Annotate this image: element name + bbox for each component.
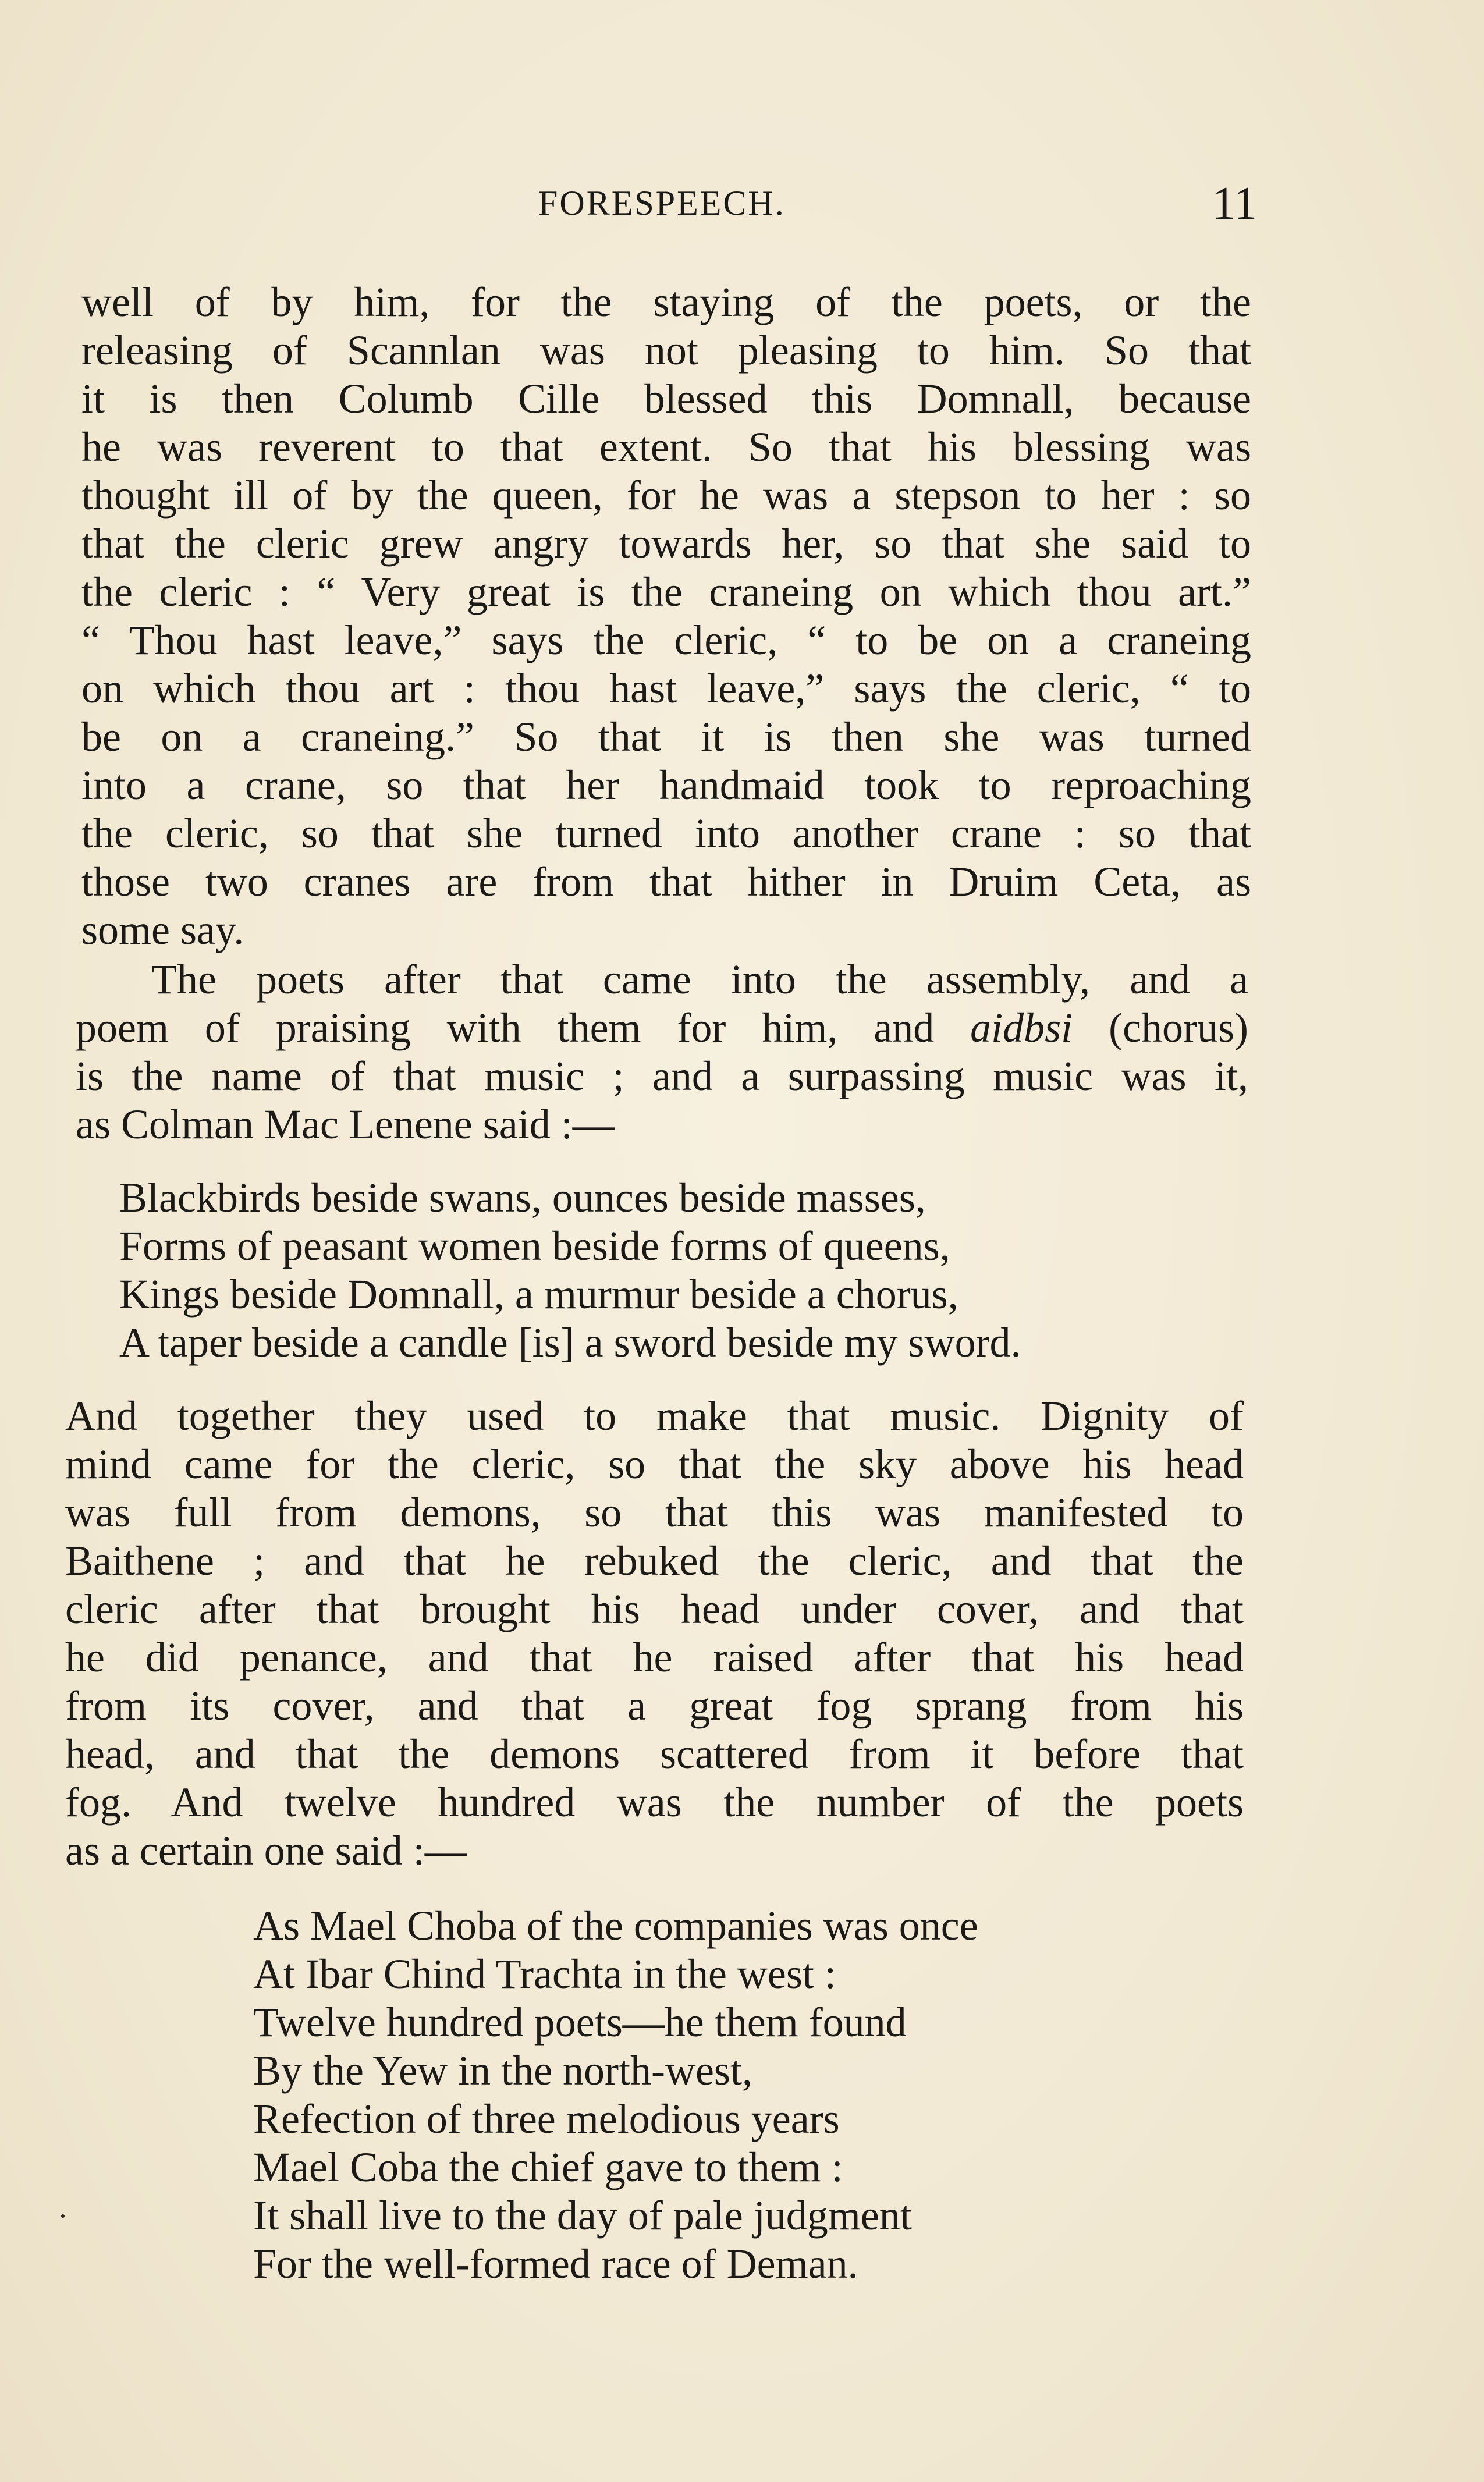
text-line: head, and that the demons scattered from it before that [65,1731,1244,1777]
text-segment: (chorus) [1073,1004,1248,1051]
text-line: The poets after that came into the assembly, and a [151,956,1248,1003]
text-line: fog. And twelve hundred was the number of the poets [65,1779,1244,1826]
text-line: the cleric : “ Very great is the craneing on which thou art.” [81,569,1251,615]
running-head: FORESPEECH. [538,184,786,222]
text-line [76,1004,1248,1052]
verse-line: Twelve hundred poets—he them found [253,1999,907,2046]
text-line: it is then Columb Cille blessed this Domnall, because [81,375,1251,422]
text-line: mind came for the cleric, so that the sky above his head [65,1441,1244,1487]
verse-line: At Ibar Chind Trachta in the west : [253,1951,836,1997]
text-line: on which thou art : thou hast leave,” says the cleric, “ to [81,665,1251,712]
paragraph-2 [76,956,1248,1149]
text-line: some say. [81,907,244,953]
text-line: he was reverent to that extent. So that his blessing was [81,424,1251,470]
verse-line: Refection of three melodious years [253,2096,840,2142]
text-line: into a crane, so that her handmaid took to reproaching [81,762,1251,808]
verse-line: A taper beside a candle [is] a sword beside my sword. [119,1319,1021,1366]
text-line: releasing of Scannlan was not pleasing to him. So that [81,327,1251,374]
text-line: is the name of that music ; and a surpassing music was it, [76,1053,1248,1099]
text-line: from its cover, and that a great fog sprang from his [65,1682,1244,1729]
text-line: And together they used to make that music. Dignity of [65,1393,1244,1439]
text-line: the cleric, so that she turned into another crane : so that [81,810,1251,857]
verse-line: By the Yew in the north-west, [253,2047,752,2094]
paragraph-3 [65,1392,1244,1875]
text-line: cleric after that brought his head under cover, and that [65,1586,1244,1632]
verse-line: Kings beside Domnall, a murmur beside a chorus, [119,1271,958,1318]
verse-line: For the well-formed race of Deman. [253,2240,858,2287]
text-line: that the cleric grew angry towards her, so that she said to [81,520,1251,567]
margin-ink-speck [61,2214,65,2218]
text-line: thought ill of by the queen, for he was a stepson to her : so [81,472,1251,519]
paragraph-1 [81,278,1251,954]
text-line: Baithene ; and that he rebuked the cleric, and that the [65,1538,1244,1584]
text-line: as a certain one said :— [65,1827,467,1874]
text-line: be on a craneing.” So that it is then she was turned [81,713,1251,760]
text-segment: poem of praising with them for him, and [76,1004,971,1051]
verse-line: Mael Coba the chief gave to them : [253,2144,843,2190]
text-line: he did penance, and that he raised after that his head [65,1634,1244,1681]
text-line: well of by him, for the staying of the poets, or the [81,279,1251,325]
verse-line: Blackbirds beside swans, ounces beside masses, [119,1174,926,1221]
text-line: was full from demons, so that this was manifested to [65,1489,1244,1536]
text-line: “ Thou hast leave,” says the cleric, “ to be on a craneing [81,617,1251,663]
verse-1 [119,1174,1225,1367]
text-line: those two cranes are from that hither in Druim Ceta, as [81,858,1251,905]
verse-line: It shall live to the day of pale judgment [253,2192,912,2239]
page-header [76,177,1257,230]
verse-2 [253,1902,1184,2288]
page-number: 11 [1212,178,1257,229]
irish-term-aidbsi: aidbsi [970,1004,1073,1051]
verse-line: As Mael Choba of the companies was once [253,1902,978,1949]
text-line: as Colman Mac Lenene said :— [76,1101,615,1148]
verse-line: Forms of peasant women beside forms of queens, [119,1223,950,1269]
